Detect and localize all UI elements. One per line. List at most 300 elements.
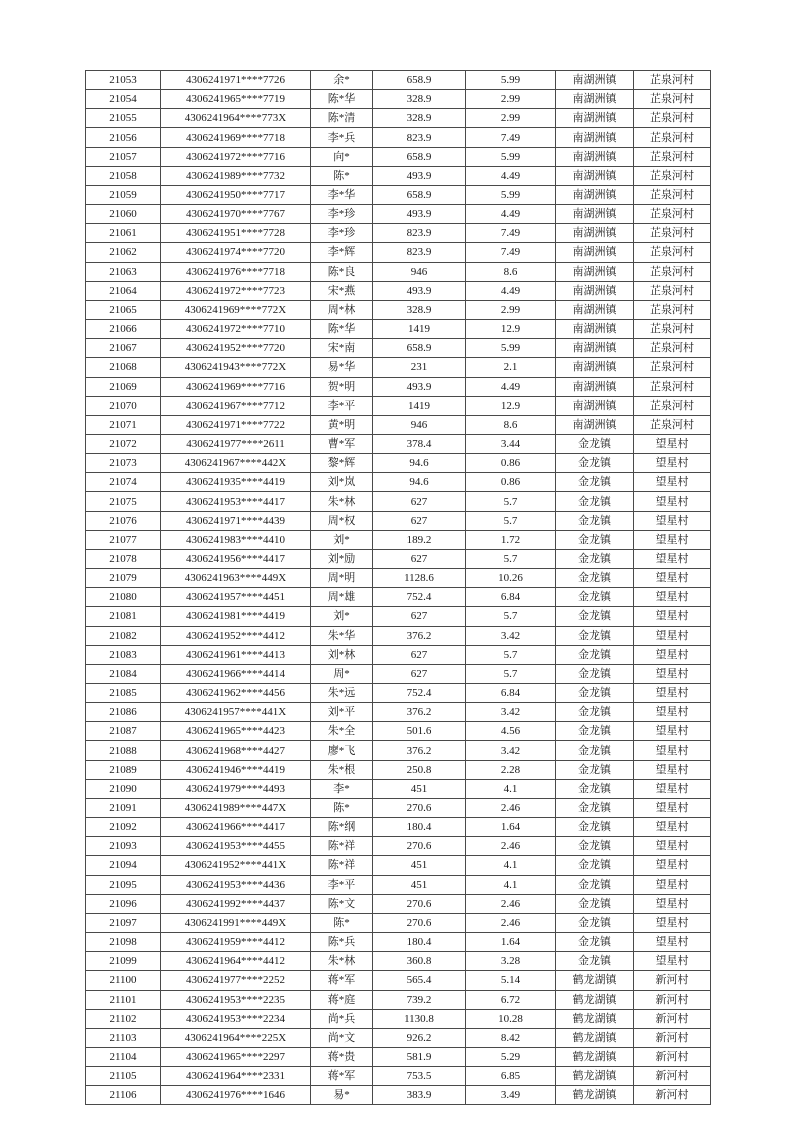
cell-seq: 21092 xyxy=(86,818,161,837)
cell-seq: 21063 xyxy=(86,262,161,281)
cell-seq: 21075 xyxy=(86,492,161,511)
cell-id: 4306241966****4414 xyxy=(161,664,311,683)
cell-town: 金龙镇 xyxy=(556,530,634,549)
cell-village: 芷泉河村 xyxy=(634,185,711,204)
cell-id: 4306241943****772X xyxy=(161,358,311,377)
cell-subsidy: 2.46 xyxy=(466,837,556,856)
cell-village: 望星村 xyxy=(634,626,711,645)
cell-name: 黎*辉 xyxy=(311,454,373,473)
cell-id: 4306241971****7722 xyxy=(161,415,311,434)
cell-seq: 21076 xyxy=(86,511,161,530)
cell-id: 4306241977****2611 xyxy=(161,434,311,453)
cell-village: 芷泉河村 xyxy=(634,415,711,434)
cell-amount: 926.2 xyxy=(373,1028,466,1047)
cell-town: 南湖洲镇 xyxy=(556,109,634,128)
cell-amount: 493.9 xyxy=(373,377,466,396)
table-row xyxy=(86,205,711,224)
cell-name: 蒋*庭 xyxy=(311,990,373,1009)
cell-amount: 376.2 xyxy=(373,703,466,722)
table-row xyxy=(86,645,711,664)
cell-name: 李*辉 xyxy=(311,243,373,262)
cell-name: 陈*华 xyxy=(311,320,373,339)
cell-id: 4306241965****7719 xyxy=(161,90,311,109)
cell-amount: 753.5 xyxy=(373,1067,466,1086)
cell-name: 陈*文 xyxy=(311,894,373,913)
cell-subsidy: 4.49 xyxy=(466,205,556,224)
cell-seq: 21079 xyxy=(86,569,161,588)
cell-amount: 752.4 xyxy=(373,684,466,703)
cell-subsidy: 2.1 xyxy=(466,358,556,377)
cell-village: 望星村 xyxy=(634,645,711,664)
cell-village: 芷泉河村 xyxy=(634,339,711,358)
cell-town: 金龙镇 xyxy=(556,933,634,952)
cell-seq: 21099 xyxy=(86,952,161,971)
cell-amount: 581.9 xyxy=(373,1047,466,1066)
table-row xyxy=(86,779,711,798)
cell-name: 刘*励 xyxy=(311,549,373,568)
cell-seq: 21067 xyxy=(86,339,161,358)
cell-amount: 1128.6 xyxy=(373,569,466,588)
cell-village: 望星村 xyxy=(634,434,711,453)
cell-amount: 451 xyxy=(373,779,466,798)
cell-village: 芷泉河村 xyxy=(634,243,711,262)
cell-id: 4306241961****4413 xyxy=(161,645,311,664)
beneficiary-table xyxy=(85,70,711,1105)
table-row xyxy=(86,684,711,703)
cell-id: 4306241979****4493 xyxy=(161,779,311,798)
cell-amount: 250.8 xyxy=(373,760,466,779)
cell-name: 朱*华 xyxy=(311,626,373,645)
cell-town: 南湖洲镇 xyxy=(556,71,634,90)
cell-amount: 328.9 xyxy=(373,300,466,319)
cell-name: 周*权 xyxy=(311,511,373,530)
table-row xyxy=(86,664,711,683)
cell-amount: 946 xyxy=(373,415,466,434)
cell-id: 4306241967****7712 xyxy=(161,396,311,415)
table-row xyxy=(86,933,711,952)
table-row xyxy=(86,320,711,339)
table-row xyxy=(86,300,711,319)
cell-town: 南湖洲镇 xyxy=(556,377,634,396)
cell-village: 新河村 xyxy=(634,1067,711,1086)
cell-town: 金龙镇 xyxy=(556,588,634,607)
cell-name: 陈*祥 xyxy=(311,856,373,875)
cell-town: 鹤龙湖镇 xyxy=(556,971,634,990)
cell-seq: 21062 xyxy=(86,243,161,262)
cell-town: 金龙镇 xyxy=(556,913,634,932)
cell-name: 陈*华 xyxy=(311,90,373,109)
cell-id: 4306241952****7720 xyxy=(161,339,311,358)
cell-seq: 21081 xyxy=(86,607,161,626)
cell-id: 4306241952****441X xyxy=(161,856,311,875)
cell-seq: 21068 xyxy=(86,358,161,377)
cell-id: 4306241965****4423 xyxy=(161,722,311,741)
cell-town: 金龙镇 xyxy=(556,875,634,894)
cell-amount: 1419 xyxy=(373,320,466,339)
cell-seq: 21069 xyxy=(86,377,161,396)
table-row xyxy=(86,243,711,262)
cell-amount: 752.4 xyxy=(373,588,466,607)
table-row xyxy=(86,262,711,281)
cell-town: 金龙镇 xyxy=(556,703,634,722)
cell-name: 朱*林 xyxy=(311,952,373,971)
cell-name: 李*兵 xyxy=(311,128,373,147)
cell-town: 金龙镇 xyxy=(556,454,634,473)
cell-name: 向* xyxy=(311,147,373,166)
cell-id: 4306241952****4412 xyxy=(161,626,311,645)
table-row xyxy=(86,971,711,990)
cell-amount: 180.4 xyxy=(373,818,466,837)
cell-seq: 21058 xyxy=(86,166,161,185)
cell-amount: 946 xyxy=(373,262,466,281)
cell-town: 金龙镇 xyxy=(556,952,634,971)
cell-seq: 21105 xyxy=(86,1067,161,1086)
table-row xyxy=(86,952,711,971)
cell-amount: 270.6 xyxy=(373,894,466,913)
cell-name: 刘* xyxy=(311,607,373,626)
cell-town: 金龙镇 xyxy=(556,894,634,913)
cell-amount: 451 xyxy=(373,856,466,875)
cell-amount: 383.9 xyxy=(373,1086,466,1105)
cell-subsidy: 4.49 xyxy=(466,377,556,396)
cell-amount: 627 xyxy=(373,549,466,568)
cell-seq: 21056 xyxy=(86,128,161,147)
cell-subsidy: 7.49 xyxy=(466,243,556,262)
table-row xyxy=(86,377,711,396)
cell-id: 4306241983****4410 xyxy=(161,530,311,549)
cell-name: 蒋*军 xyxy=(311,971,373,990)
cell-amount: 627 xyxy=(373,492,466,511)
table-row xyxy=(86,396,711,415)
table-row xyxy=(86,626,711,645)
cell-seq: 21085 xyxy=(86,684,161,703)
cell-village: 新河村 xyxy=(634,971,711,990)
table-row xyxy=(86,90,711,109)
cell-id: 4306241968****4427 xyxy=(161,741,311,760)
cell-id: 4306241935****4419 xyxy=(161,473,311,492)
cell-subsidy: 12.9 xyxy=(466,320,556,339)
cell-subsidy: 0.86 xyxy=(466,473,556,492)
cell-name: 曹*军 xyxy=(311,434,373,453)
cell-name: 易* xyxy=(311,1086,373,1105)
cell-subsidy: 8.42 xyxy=(466,1028,556,1047)
cell-village: 芷泉河村 xyxy=(634,396,711,415)
cell-village: 望星村 xyxy=(634,913,711,932)
cell-seq: 21094 xyxy=(86,856,161,875)
cell-town: 南湖洲镇 xyxy=(556,320,634,339)
cell-amount: 376.2 xyxy=(373,741,466,760)
cell-id: 4306241981****4419 xyxy=(161,607,311,626)
cell-village: 望星村 xyxy=(634,837,711,856)
cell-village: 芷泉河村 xyxy=(634,109,711,128)
cell-town: 金龙镇 xyxy=(556,837,634,856)
cell-village: 新河村 xyxy=(634,1009,711,1028)
cell-name: 陈*纲 xyxy=(311,818,373,837)
cell-name: 朱*全 xyxy=(311,722,373,741)
cell-seq: 21066 xyxy=(86,320,161,339)
cell-village: 芷泉河村 xyxy=(634,320,711,339)
cell-seq: 21083 xyxy=(86,645,161,664)
table-row xyxy=(86,473,711,492)
table-row xyxy=(86,722,711,741)
cell-amount: 823.9 xyxy=(373,128,466,147)
cell-town: 南湖洲镇 xyxy=(556,90,634,109)
table-body xyxy=(86,71,711,1105)
cell-town: 南湖洲镇 xyxy=(556,243,634,262)
cell-village: 芷泉河村 xyxy=(634,166,711,185)
cell-id: 4306241964****773X xyxy=(161,109,311,128)
cell-town: 金龙镇 xyxy=(556,511,634,530)
table-row xyxy=(86,434,711,453)
cell-village: 新河村 xyxy=(634,1086,711,1105)
cell-town: 南湖洲镇 xyxy=(556,166,634,185)
cell-subsidy: 5.7 xyxy=(466,511,556,530)
cell-seq: 21065 xyxy=(86,300,161,319)
cell-id: 4306241972****7723 xyxy=(161,281,311,300)
table-row xyxy=(86,109,711,128)
cell-subsidy: 2.99 xyxy=(466,109,556,128)
cell-id: 4306241972****7710 xyxy=(161,320,311,339)
cell-subsidy: 1.64 xyxy=(466,933,556,952)
cell-town: 南湖洲镇 xyxy=(556,147,634,166)
cell-amount: 501.6 xyxy=(373,722,466,741)
cell-town: 鹤龙湖镇 xyxy=(556,1009,634,1028)
table-row xyxy=(86,990,711,1009)
cell-seq: 21100 xyxy=(86,971,161,990)
cell-seq: 21097 xyxy=(86,913,161,932)
cell-village: 望星村 xyxy=(634,875,711,894)
table-row xyxy=(86,166,711,185)
table-row xyxy=(86,530,711,549)
cell-village: 望星村 xyxy=(634,722,711,741)
cell-subsidy: 12.9 xyxy=(466,396,556,415)
cell-amount: 493.9 xyxy=(373,205,466,224)
cell-subsidy: 4.49 xyxy=(466,281,556,300)
table-row xyxy=(86,1067,711,1086)
cell-name: 李*华 xyxy=(311,185,373,204)
cell-id: 4306241964****2331 xyxy=(161,1067,311,1086)
cell-town: 金龙镇 xyxy=(556,741,634,760)
cell-seq: 21106 xyxy=(86,1086,161,1105)
cell-village: 望星村 xyxy=(634,703,711,722)
cell-name: 李* xyxy=(311,779,373,798)
cell-amount: 270.6 xyxy=(373,837,466,856)
cell-town: 鹤龙湖镇 xyxy=(556,990,634,1009)
cell-amount: 565.4 xyxy=(373,971,466,990)
cell-town: 南湖洲镇 xyxy=(556,262,634,281)
cell-amount: 180.4 xyxy=(373,933,466,952)
cell-id: 4306241946****4419 xyxy=(161,760,311,779)
cell-seq: 21102 xyxy=(86,1009,161,1028)
cell-amount: 627 xyxy=(373,664,466,683)
cell-subsidy: 5.29 xyxy=(466,1047,556,1066)
table-row xyxy=(86,147,711,166)
cell-subsidy: 7.49 xyxy=(466,224,556,243)
cell-id: 4306241970****7767 xyxy=(161,205,311,224)
cell-name: 朱*林 xyxy=(311,492,373,511)
cell-subsidy: 4.1 xyxy=(466,779,556,798)
cell-town: 金龙镇 xyxy=(556,818,634,837)
cell-town: 南湖洲镇 xyxy=(556,339,634,358)
cell-id: 4306241965****2297 xyxy=(161,1047,311,1066)
cell-subsidy: 4.56 xyxy=(466,722,556,741)
cell-town: 金龙镇 xyxy=(556,779,634,798)
cell-id: 4306241963****449X xyxy=(161,569,311,588)
table-row xyxy=(86,281,711,300)
cell-subsidy: 5.7 xyxy=(466,664,556,683)
cell-name: 刘*岚 xyxy=(311,473,373,492)
cell-village: 芷泉河村 xyxy=(634,281,711,300)
cell-subsidy: 4.49 xyxy=(466,166,556,185)
cell-name: 李*珍 xyxy=(311,205,373,224)
cell-name: 尚*文 xyxy=(311,1028,373,1047)
cell-village: 望星村 xyxy=(634,511,711,530)
cell-subsidy: 2.46 xyxy=(466,913,556,932)
table-row xyxy=(86,1009,711,1028)
cell-town: 金龙镇 xyxy=(556,760,634,779)
cell-seq: 21098 xyxy=(86,933,161,952)
cell-village: 新河村 xyxy=(634,1028,711,1047)
cell-amount: 451 xyxy=(373,875,466,894)
cell-subsidy: 2.46 xyxy=(466,894,556,913)
cell-town: 南湖洲镇 xyxy=(556,300,634,319)
cell-seq: 21078 xyxy=(86,549,161,568)
cell-amount: 270.6 xyxy=(373,913,466,932)
cell-seq: 21071 xyxy=(86,415,161,434)
cell-name: 朱*根 xyxy=(311,760,373,779)
cell-id: 4306241962****4456 xyxy=(161,684,311,703)
cell-id: 4306241972****7716 xyxy=(161,147,311,166)
cell-name: 蒋*军 xyxy=(311,1067,373,1086)
cell-subsidy: 5.7 xyxy=(466,549,556,568)
cell-subsidy: 6.84 xyxy=(466,588,556,607)
cell-amount: 627 xyxy=(373,645,466,664)
cell-subsidy: 5.7 xyxy=(466,645,556,664)
cell-amount: 328.9 xyxy=(373,90,466,109)
cell-subsidy: 5.7 xyxy=(466,492,556,511)
cell-name: 陈*良 xyxy=(311,262,373,281)
cell-village: 芷泉河村 xyxy=(634,262,711,281)
cell-amount: 739.2 xyxy=(373,990,466,1009)
table-row xyxy=(86,71,711,90)
cell-town: 金龙镇 xyxy=(556,569,634,588)
cell-id: 4306241957****4451 xyxy=(161,588,311,607)
cell-name: 周*明 xyxy=(311,569,373,588)
table-row xyxy=(86,569,711,588)
table-row xyxy=(86,358,711,377)
cell-id: 4306241964****225X xyxy=(161,1028,311,1047)
cell-subsidy: 6.84 xyxy=(466,684,556,703)
cell-subsidy: 5.99 xyxy=(466,147,556,166)
table-row xyxy=(86,760,711,779)
cell-village: 望星村 xyxy=(634,607,711,626)
cell-village: 望星村 xyxy=(634,549,711,568)
cell-town: 鹤龙湖镇 xyxy=(556,1047,634,1066)
cell-id: 4306241969****772X xyxy=(161,300,311,319)
cell-subsidy: 3.49 xyxy=(466,1086,556,1105)
cell-village: 芷泉河村 xyxy=(634,147,711,166)
cell-name: 陈*祥 xyxy=(311,837,373,856)
table-row xyxy=(86,1086,711,1105)
cell-seq: 21093 xyxy=(86,837,161,856)
cell-name: 朱*远 xyxy=(311,684,373,703)
cell-amount: 270.6 xyxy=(373,798,466,817)
table-row xyxy=(86,224,711,243)
table-row xyxy=(86,607,711,626)
cell-village: 望星村 xyxy=(634,779,711,798)
cell-name: 陈* xyxy=(311,913,373,932)
cell-amount: 658.9 xyxy=(373,147,466,166)
cell-id: 4306241969****7716 xyxy=(161,377,311,396)
cell-id: 4306241957****441X xyxy=(161,703,311,722)
cell-seq: 21059 xyxy=(86,185,161,204)
cell-town: 金龙镇 xyxy=(556,664,634,683)
cell-seq: 21084 xyxy=(86,664,161,683)
cell-village: 芷泉河村 xyxy=(634,300,711,319)
cell-id: 4306241974****7720 xyxy=(161,243,311,262)
table-row xyxy=(86,1028,711,1047)
cell-town: 金龙镇 xyxy=(556,473,634,492)
cell-subsidy: 3.42 xyxy=(466,703,556,722)
cell-village: 芷泉河村 xyxy=(634,205,711,224)
cell-subsidy: 2.99 xyxy=(466,300,556,319)
cell-id: 4306241953****4417 xyxy=(161,492,311,511)
cell-village: 望星村 xyxy=(634,952,711,971)
cell-name: 刘* xyxy=(311,530,373,549)
cell-subsidy: 10.26 xyxy=(466,569,556,588)
cell-seq: 21090 xyxy=(86,779,161,798)
cell-name: 陈* xyxy=(311,798,373,817)
table-row xyxy=(86,798,711,817)
cell-amount: 823.9 xyxy=(373,243,466,262)
cell-village: 望星村 xyxy=(634,454,711,473)
cell-seq: 21089 xyxy=(86,760,161,779)
cell-subsidy: 4.1 xyxy=(466,875,556,894)
cell-amount: 658.9 xyxy=(373,185,466,204)
cell-amount: 823.9 xyxy=(373,224,466,243)
cell-town: 南湖洲镇 xyxy=(556,396,634,415)
cell-amount: 493.9 xyxy=(373,166,466,185)
cell-seq: 21082 xyxy=(86,626,161,645)
cell-subsidy: 6.72 xyxy=(466,990,556,1009)
cell-town: 鹤龙湖镇 xyxy=(556,1028,634,1047)
table-row xyxy=(86,128,711,147)
cell-seq: 21053 xyxy=(86,71,161,90)
cell-id: 4306241977****2252 xyxy=(161,971,311,990)
cell-amount: 231 xyxy=(373,358,466,377)
cell-town: 金龙镇 xyxy=(556,626,634,645)
cell-subsidy: 6.85 xyxy=(466,1067,556,1086)
table-row xyxy=(86,339,711,358)
cell-name: 廖*飞 xyxy=(311,741,373,760)
cell-village: 芷泉河村 xyxy=(634,71,711,90)
cell-seq: 21073 xyxy=(86,454,161,473)
cell-town: 金龙镇 xyxy=(556,856,634,875)
cell-id: 4306241950****7717 xyxy=(161,185,311,204)
cell-id: 4306241953****2234 xyxy=(161,1009,311,1028)
cell-town: 南湖洲镇 xyxy=(556,205,634,224)
cell-town: 金龙镇 xyxy=(556,434,634,453)
table-row xyxy=(86,837,711,856)
cell-subsidy: 5.7 xyxy=(466,607,556,626)
cell-town: 鹤龙湖镇 xyxy=(556,1086,634,1105)
cell-subsidy: 5.99 xyxy=(466,71,556,90)
cell-village: 望星村 xyxy=(634,530,711,549)
table-row xyxy=(86,185,711,204)
cell-id: 4306241966****4417 xyxy=(161,818,311,837)
cell-subsidy: 2.46 xyxy=(466,798,556,817)
cell-id: 4306241992****4437 xyxy=(161,894,311,913)
